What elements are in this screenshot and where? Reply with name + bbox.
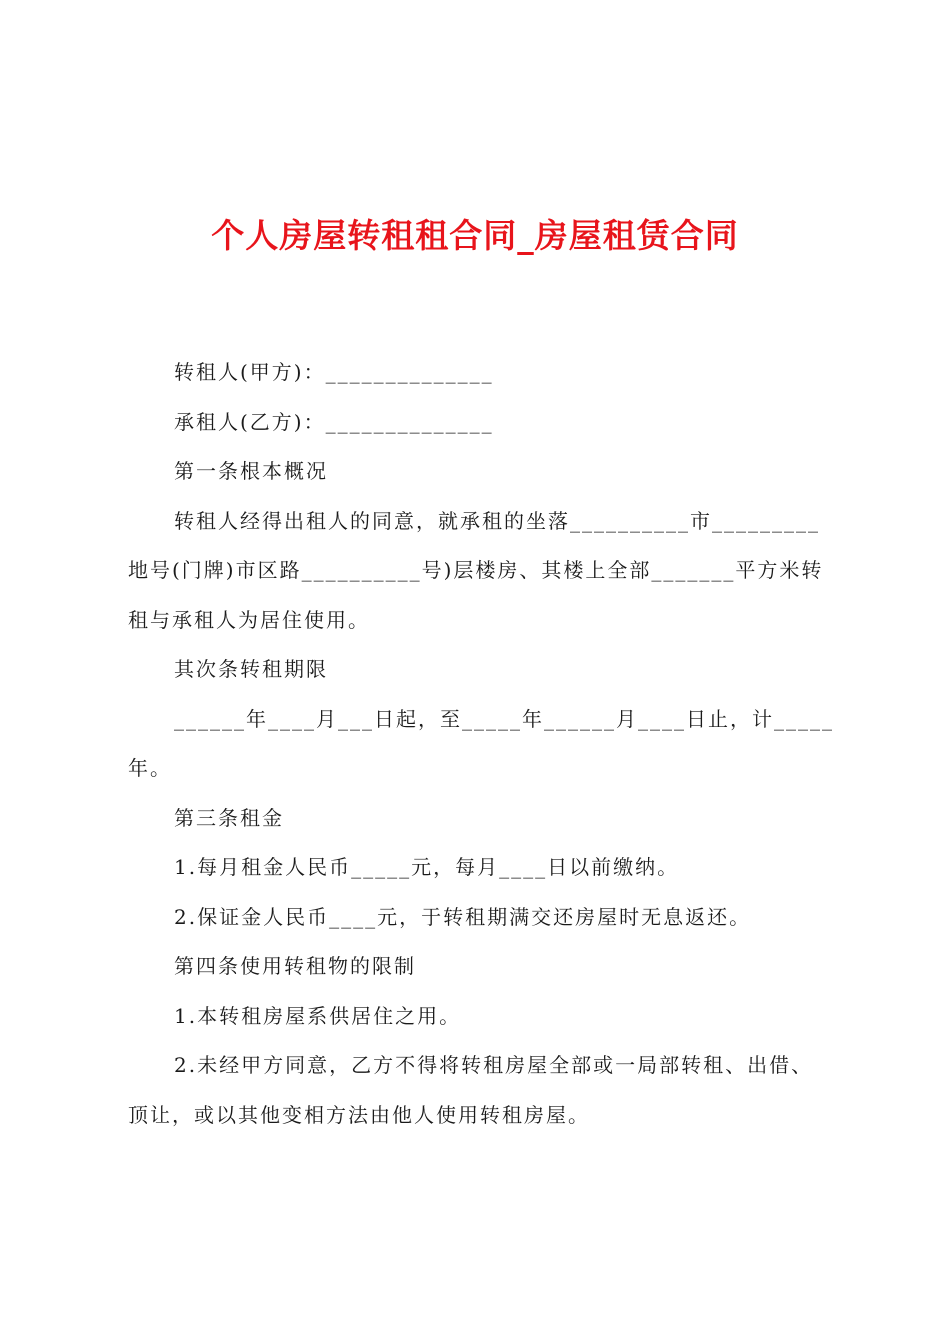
document-title: 个人房屋转租租合同_房屋租赁合同 [211, 216, 739, 255]
heading-article-4: 第四条使用转租物的限制 [174, 954, 416, 978]
document-body [128, 348, 834, 1140]
paragraph-sublessor: 转租人(甲方)：______________ [174, 360, 494, 384]
paragraph-rent: 1.每月租金人民币_____元，每月____日以前缴纳。 [174, 855, 680, 879]
paragraph-article-2: ______年____月___日起，至_____年______月____日止，计_____年。 [128, 706, 834, 780]
paragraph-article-1: 转租人经得出租人的同意，就承租的坐落__________市_________地号(门牌)市区路__________号)层楼房、其楼上全部_______平方米转租与承租人为居住使用。 [128, 508, 824, 632]
paragraph-usage-1: 1.本转租房屋系供居住之用。 [174, 1003, 462, 1028]
paragraph-deposit: 2.保证金人民币____元，于转租期满交还房屋时无息返还。 [174, 904, 752, 929]
paragraph-lessee: 承租人(乙方)：______________ [174, 409, 494, 434]
paragraph-usage-2: 2.未经甲方同意，乙方不得将转租房屋全部或一局部转租、出借、顶让，或以其他变相方法由他人使用转租房屋。 [128, 1053, 814, 1127]
heading-article-3: 第三条租金 [174, 805, 284, 830]
heading-article-2: 其次条转租期限 [174, 657, 328, 681]
heading-article-1: 第一条根本概况 [174, 459, 328, 483]
